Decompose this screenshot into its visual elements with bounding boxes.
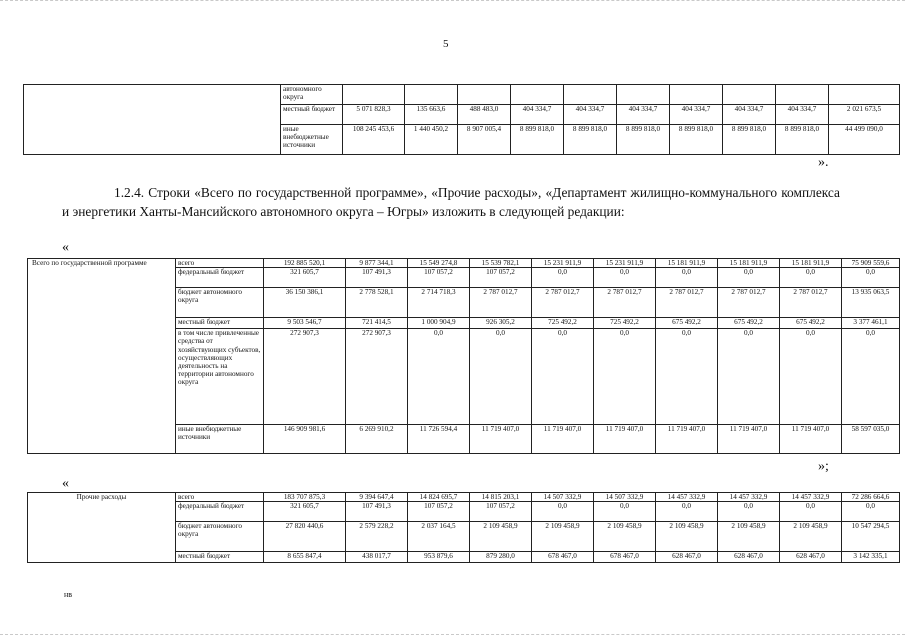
value-cell: 0,0 [594,329,656,425]
value-cell: 6 269 910,2 [346,425,408,454]
value-cell: 107 057,2 [470,268,532,288]
value-cell: 0,0 [408,329,470,425]
value-cell: 2 778 528,1 [346,288,408,318]
value-cell: 321 605,7 [264,268,346,288]
value-cell: 8 899 818,0 [776,125,829,155]
value-cell: 0,0 [532,268,594,288]
open-quote-1: « [62,240,69,255]
table-row [24,85,900,105]
value-cell: 11 719 407,0 [718,425,780,454]
value-cell: 2 021 673,5 [829,105,900,125]
value-cell: 0,0 [532,502,594,522]
value-cell: 8 899 818,0 [670,125,723,155]
value-cell: 11 719 407,0 [780,425,842,454]
value-cell [564,85,617,105]
value-cell: 14 457 332,9 [718,493,780,502]
value-cell: 0,0 [470,329,532,425]
value-cell: 628 467,0 [718,552,780,563]
value-cell: 0,0 [842,502,900,522]
value-cell: 404 334,7 [723,105,776,125]
value-cell: 926 305,2 [470,318,532,329]
value-cell: 404 334,7 [776,105,829,125]
value-cell: 107 491,3 [346,268,408,288]
value-cell: 75 909 559,6 [842,259,900,268]
value-cell: 2 109 458,9 [656,522,718,552]
footer-mark: нв [64,590,73,599]
value-cell: 404 334,7 [617,105,670,125]
table-row [28,493,900,502]
value-cell: 1 000 904,9 [408,318,470,329]
value-cell [723,85,776,105]
value-cell: 0,0 [656,502,718,522]
value-cell: 13 935 063,5 [842,288,900,318]
value-cell: 675 492,2 [780,318,842,329]
value-cell: 678 467,0 [594,552,656,563]
value-cell: 675 492,2 [656,318,718,329]
value-cell: 2 579 228,2 [346,522,408,552]
value-cell: 2 109 458,9 [470,522,532,552]
value-cell: 3 142 335,1 [842,552,900,563]
value-cell: 0,0 [718,268,780,288]
value-cell: 146 909 981,6 [264,425,346,454]
value-cell: 404 334,7 [511,105,564,125]
table-title-cell: Всего по государственной программе [28,259,176,454]
value-cell: 183 707 875,3 [264,493,346,502]
row-label: в том числе привлеченные средства от хозяйствующих субъектов, осуществляющих деятельность на территории автономного округа [176,329,264,425]
value-cell: 107 057,2 [470,502,532,522]
value-cell: 2 787 012,7 [718,288,780,318]
program-total-table [27,258,900,454]
page-edge-top [0,0,905,4]
row-label: местный бюджет [281,105,343,125]
value-cell: 0,0 [780,502,842,522]
row-label: автономного округа [281,85,343,105]
value-cell: 0,0 [842,329,900,425]
value-cell: 725 492,2 [532,318,594,329]
value-cell: 2 109 458,9 [780,522,842,552]
value-cell: 678 467,0 [532,552,594,563]
value-cell: 107 057,2 [408,502,470,522]
value-cell: 2 787 012,7 [656,288,718,318]
row-label: иные внебюджетные источники [176,425,264,454]
value-cell [670,85,723,105]
value-cell: 675 492,2 [718,318,780,329]
value-cell: 721 414,5 [346,318,408,329]
row-label: бюджет автономного округа [176,288,264,318]
value-cell: 0,0 [718,329,780,425]
value-cell: 953 879,6 [408,552,470,563]
value-cell: 14 507 332,9 [532,493,594,502]
other-expenses-table [27,492,900,563]
value-cell: 2 787 012,7 [780,288,842,318]
value-cell: 36 150 386,1 [264,288,346,318]
value-cell: 272 907,3 [264,329,346,425]
value-cell: 2 037 164,5 [408,522,470,552]
value-cell: 8 907 005,4 [458,125,511,155]
value-cell: 0,0 [594,502,656,522]
row-label: бюджет автономного округа [176,522,264,552]
value-cell: 135 663,6 [405,105,458,125]
value-cell: 3 377 461,1 [842,318,900,329]
value-cell: 11 726 594,4 [408,425,470,454]
value-cell: 15 181 911,9 [780,259,842,268]
value-cell: 0,0 [780,329,842,425]
closing-quote-2: »; [818,459,829,474]
value-cell: 15 231 911,9 [594,259,656,268]
value-cell: 628 467,0 [656,552,718,563]
row-label: федеральный бюджет [176,502,264,522]
value-cell: 5 071 828,3 [343,105,405,125]
value-cell: 15 231 911,9 [532,259,594,268]
value-cell: 15 181 911,9 [656,259,718,268]
value-cell: 725 492,2 [594,318,656,329]
value-cell: 321 605,7 [264,502,346,522]
value-cell [405,85,458,105]
value-cell: 0,0 [656,268,718,288]
page-number: 5 [443,38,449,50]
value-cell [511,85,564,105]
value-cell: 72 286 664,6 [842,493,900,502]
value-cell: 0,0 [718,502,780,522]
value-cell: 44 499 090,0 [829,125,900,155]
value-cell: 14 824 695,7 [408,493,470,502]
value-cell: 0,0 [594,268,656,288]
value-cell [776,85,829,105]
value-cell: 2 714 718,3 [408,288,470,318]
top-table [23,84,900,155]
value-cell: 879 280,0 [470,552,532,563]
value-cell: 2 787 012,7 [470,288,532,318]
value-cell: 11 719 407,0 [470,425,532,454]
value-cell: 0,0 [532,329,594,425]
value-cell: 8 899 818,0 [511,125,564,155]
value-cell: 58 597 035,0 [842,425,900,454]
value-cell: 0,0 [842,268,900,288]
value-cell [829,85,900,105]
value-cell: 8 899 818,0 [723,125,776,155]
value-cell: 2 109 458,9 [718,522,780,552]
closing-quote-1: ». [818,155,829,170]
value-cell: 272 907,3 [346,329,408,425]
value-cell: 2 109 458,9 [594,522,656,552]
table-row [28,259,900,268]
value-cell: 8 655 847,4 [264,552,346,563]
value-cell: 1 440 450,2 [405,125,458,155]
value-cell: 14 457 332,9 [780,493,842,502]
value-cell: 10 547 294,5 [842,522,900,552]
value-cell: 27 820 440,6 [264,522,346,552]
value-cell: 14 457 332,9 [656,493,718,502]
row-label: местный бюджет [176,552,264,563]
value-cell: 8 899 818,0 [617,125,670,155]
value-cell: 2 109 458,9 [532,522,594,552]
row-label: местный бюджет [176,318,264,329]
value-cell: 9 394 647,4 [346,493,408,502]
value-cell: 2 787 012,7 [594,288,656,318]
row-label: федеральный бюджет [176,268,264,288]
value-cell: 0,0 [656,329,718,425]
value-cell: 192 885 520,1 [264,259,346,268]
value-cell: 11 719 407,0 [656,425,718,454]
value-cell [458,85,511,105]
value-cell: 15 181 911,9 [718,259,780,268]
value-cell: 404 334,7 [670,105,723,125]
page-edge-bottom [0,634,905,638]
value-cell: 438 017,7 [346,552,408,563]
value-cell: 108 245 453,6 [343,125,405,155]
value-cell: 628 467,0 [780,552,842,563]
value-cell: 9 503 546,7 [264,318,346,329]
value-cell: 0,0 [780,268,842,288]
value-cell: 14 815 203,1 [470,493,532,502]
value-cell [343,85,405,105]
open-quote-2: « [62,476,69,491]
value-cell: 107 491,3 [346,502,408,522]
value-cell: 8 899 818,0 [564,125,617,155]
value-cell: 107 057,2 [408,268,470,288]
value-cell: 14 507 332,9 [594,493,656,502]
value-cell: 11 719 407,0 [594,425,656,454]
value-cell: 404 334,7 [564,105,617,125]
table-title-cell: Прочие расходы [28,493,176,563]
row-label: всего [176,493,264,502]
value-cell [617,85,670,105]
row-title-cell [24,85,281,155]
amendment-paragraph: 1.2.4. Строки «Всего по государственной программе», «Прочие расходы», «Департамент жилищно-коммунального комплекса и энергетики Ханты-Мансийского автономного округа – Югры» изложить в следующей редакции: [62,185,840,219]
row-label: всего [176,259,264,268]
value-cell: 15 539 782,1 [470,259,532,268]
value-cell: 15 549 274,8 [408,259,470,268]
value-cell: 2 787 012,7 [532,288,594,318]
value-cell: 9 877 344,1 [346,259,408,268]
value-cell: 488 483,0 [458,105,511,125]
value-cell: 11 719 407,0 [532,425,594,454]
row-label: иные внебюджетные источники [281,125,343,155]
